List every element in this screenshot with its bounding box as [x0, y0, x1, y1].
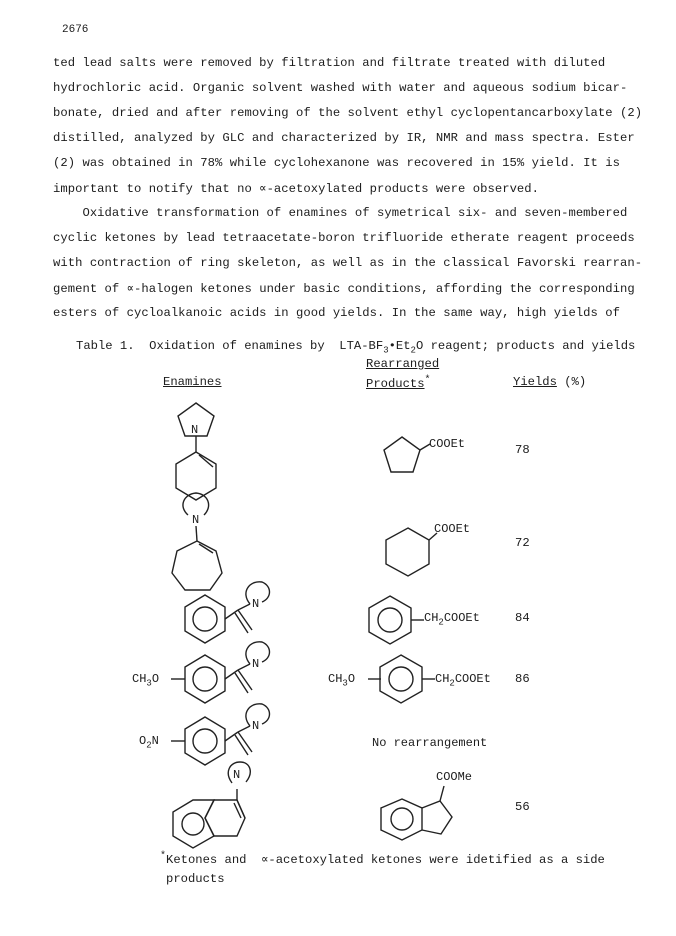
text-line: bonate, dried and after removing of the solvent ethyl cyclopentancarboxylate (2): [53, 106, 643, 120]
label-n: N: [252, 657, 260, 671]
label-n: N: [191, 423, 199, 437]
yield-row-1: 78: [515, 443, 530, 457]
text-line: important to notify that no ∝-acetoxylated products were observed.: [53, 182, 540, 196]
label-n: N: [252, 719, 260, 733]
col-header-yields: Yields (%): [513, 375, 587, 389]
col-header-enamines: Enamines: [163, 375, 222, 389]
enamine-1-structure: [176, 403, 216, 500]
label-n: N: [192, 513, 200, 527]
label-cooet: COOEt: [434, 522, 471, 536]
label-o2n: $O_2N$: [139, 734, 159, 751]
enamine-2-structure: [172, 493, 222, 590]
product-2-structure: [386, 528, 437, 576]
label-ch2cooet: $CH_2COOEt$: [424, 611, 480, 628]
page-number: 2676: [62, 24, 89, 36]
footnote-line-1: *Ketones and ∝-acetoxylated ketones were idetified as a side: [160, 851, 605, 868]
text-line: with contraction of ring skeleton, as well as in the classical Favorski rearran-: [53, 256, 643, 270]
enamine-5-structure: [171, 704, 270, 765]
yield-row-6: 56: [515, 800, 530, 814]
footnote-line-2: products: [166, 872, 225, 886]
text-line: gement of ∝-halogen ketones under basic conditions, affording the corresponding: [53, 282, 635, 296]
label-n: N: [252, 597, 260, 611]
product-6-structure: [381, 786, 452, 840]
col-header-products: Products*: [366, 375, 431, 392]
text-line: (2) was obtained in 78% while cyclohexanone was recovered in 15% yield. It is: [53, 156, 621, 170]
text-line: ted lead salts were removed by filtration and filtrate treated with diluted: [53, 56, 606, 70]
yield-row-4: 86: [515, 672, 530, 686]
product-4-structure: [368, 655, 435, 703]
yield-row-2: 72: [515, 536, 530, 550]
product-3-structure: [369, 596, 424, 644]
enamine-3-structure: [185, 582, 270, 643]
label-ch2cooet: $CH_2COOEt$: [435, 672, 491, 689]
no-rearrangement: No rearrangement: [372, 736, 488, 750]
enamine-4-structure: [171, 642, 270, 703]
text-line: distilled, analyzed by GLC and characterized by IR, NMR and mass spectra. Ester: [53, 131, 635, 145]
label-n: N: [233, 768, 241, 782]
text-line: Oxidative transformation of enamines of symetrical six- and seven-membered: [53, 206, 628, 220]
text-line: hydrochloric acid. Organic solvent washed with water and aqueous sodium bicar-: [53, 81, 628, 95]
label-cooet: COOEt: [429, 437, 466, 451]
label-ch3o: $CH_3O$: [328, 672, 356, 689]
text-line: cyclic ketones by lead tetraacetate-boron trifluoride etherate reagent proceeds: [53, 231, 635, 245]
yield-row-3: 84: [515, 611, 530, 625]
label-ch3o: $CH_3O$: [132, 672, 160, 689]
product-1-structure: [384, 437, 430, 472]
col-header-products-line1: Rearranged: [366, 357, 440, 371]
table-caption: Table 1. Oxidation of enamines by LTA-$BF_3•Et_2O$ reagent; products and yields: [76, 339, 636, 356]
label-coome: COOMe: [436, 770, 473, 784]
text-line: esters of cycloalkanoic acids in good yields. In the same way, high yields of: [53, 306, 621, 320]
